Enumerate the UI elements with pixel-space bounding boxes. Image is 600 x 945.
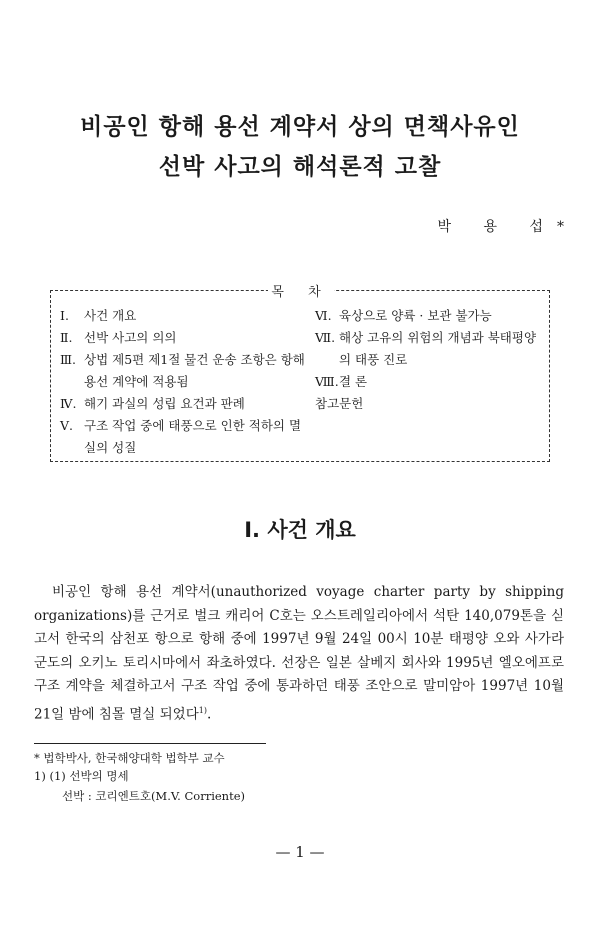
page-number: — 1 — (275, 843, 325, 861)
toc-item-number: Ⅰ. (60, 308, 69, 323)
toc-item-number: Ⅵ. (315, 308, 332, 323)
author-footnote: * 법학박사, 한국해양대학 법학부 교수 (34, 751, 225, 765)
paper-title-line-1: 비공인 항해 용선 계약서 상의 면책사유인 (80, 114, 520, 140)
footnote-divider (34, 743, 266, 744)
toc-item (60, 305, 310, 327)
toc-left-column (60, 305, 310, 459)
toc-item-number: Ⅷ. (315, 374, 339, 389)
body-paragraph-text: 비공인 항해 용선 계약서(unauthorized voyage charter party by shipping organizations)를 근거로 벌크 캐리어 C호는 오스트레일리아에서 석탄 140,079톤을 싣고서 한국의 삼천포 항으로 항해 중에 1997년 9월 24일 00시 10분 태평양 오와 사가라 군도의 오키노 토리시마에서 좌초하였다. 선장은 일본 살베지 회사와 1995년 엘오에프로 구조 계약을 체결하고서 구조 작업 중에 통과하던 태풍 조안으로 말미암아 1997년 10월 21일 밤에 침몰 멸실 되었다 (34, 584, 564, 722)
toc-right-column (315, 305, 547, 415)
toc-item (60, 327, 310, 349)
toc-item-text: 사건 개요 (84, 308, 137, 323)
toc-item-text: 상법 제5편 제1절 물건 운송 조항은 항해 용선 계약에 적용됨 (84, 352, 305, 389)
toc-item-number: Ⅱ. (60, 330, 73, 345)
toc-item-text: 구조 작업 중에 태풍으로 인한 적하의 멸실의 성질 (84, 418, 302, 455)
toc-item-number: Ⅴ. (60, 418, 74, 433)
toc-item (315, 305, 547, 327)
toc-item-text: 해기 과실의 성립 요건과 판례 (84, 396, 245, 411)
table-of-contents-heading: 목 차 (268, 281, 334, 300)
toc-item-text: 결 론 (339, 374, 368, 389)
section-heading: Ⅰ. 사건 개요 (244, 518, 356, 542)
toc-item (315, 327, 547, 371)
author-footnote-mark: * (557, 219, 564, 235)
footnote-1: 1) (1) 선박의 명세 (34, 769, 129, 783)
author-name: 박 용 섭 (437, 219, 557, 235)
toc-item (60, 415, 310, 459)
toc-item (315, 371, 547, 393)
footnote-reference: 1) (198, 705, 207, 715)
author (438, 216, 564, 236)
toc-item (315, 393, 547, 415)
toc-item-text: 육상으로 양륙 · 보관 불가능 (339, 308, 492, 323)
toc-item-number: Ⅲ. (60, 352, 77, 367)
toc-item-text: 참고문헌 (315, 396, 364, 411)
toc-item-number: Ⅶ. (315, 330, 336, 345)
toc-item-number: Ⅳ. (60, 396, 77, 411)
toc-item (60, 393, 310, 415)
footnote-1-detail: 선박 : 코리엔트호(M.V. Corriente) (62, 789, 245, 803)
body-paragraph: 비공인 항해 용선 계약서(unauthorized voyage charter party by shipping organizations)를 근거로 벌크 캐리어 C호는 오스트레일리아에서 석탄 140,079톤을 싣고서 한국의 삼천포 항으로 항해 중에 1997년 9월 24일 00시 10분 태평양 오와 사가라 군도의 오키노 토리시마에서 좌초하였다. 선장은 일본 살베지 회사와 1995년 엘오에프로 구조 계약을 체결하고서 구조 작업 중에 통과하던 태풍 조안으로 말미암아 1997년 10월 21일 밤에 침몰 멸실 되었다$^{1)}$. (34, 584, 564, 722)
toc-item-text: 해상 고유의 위험의 개념과 북태평양의 태풍 진로 (339, 330, 537, 367)
toc-item (60, 349, 310, 393)
paper-title-line-2: 선박 사고의 해석론적 고찰 (158, 154, 442, 180)
toc-item-text: 선박 사고의 의의 (84, 330, 177, 345)
